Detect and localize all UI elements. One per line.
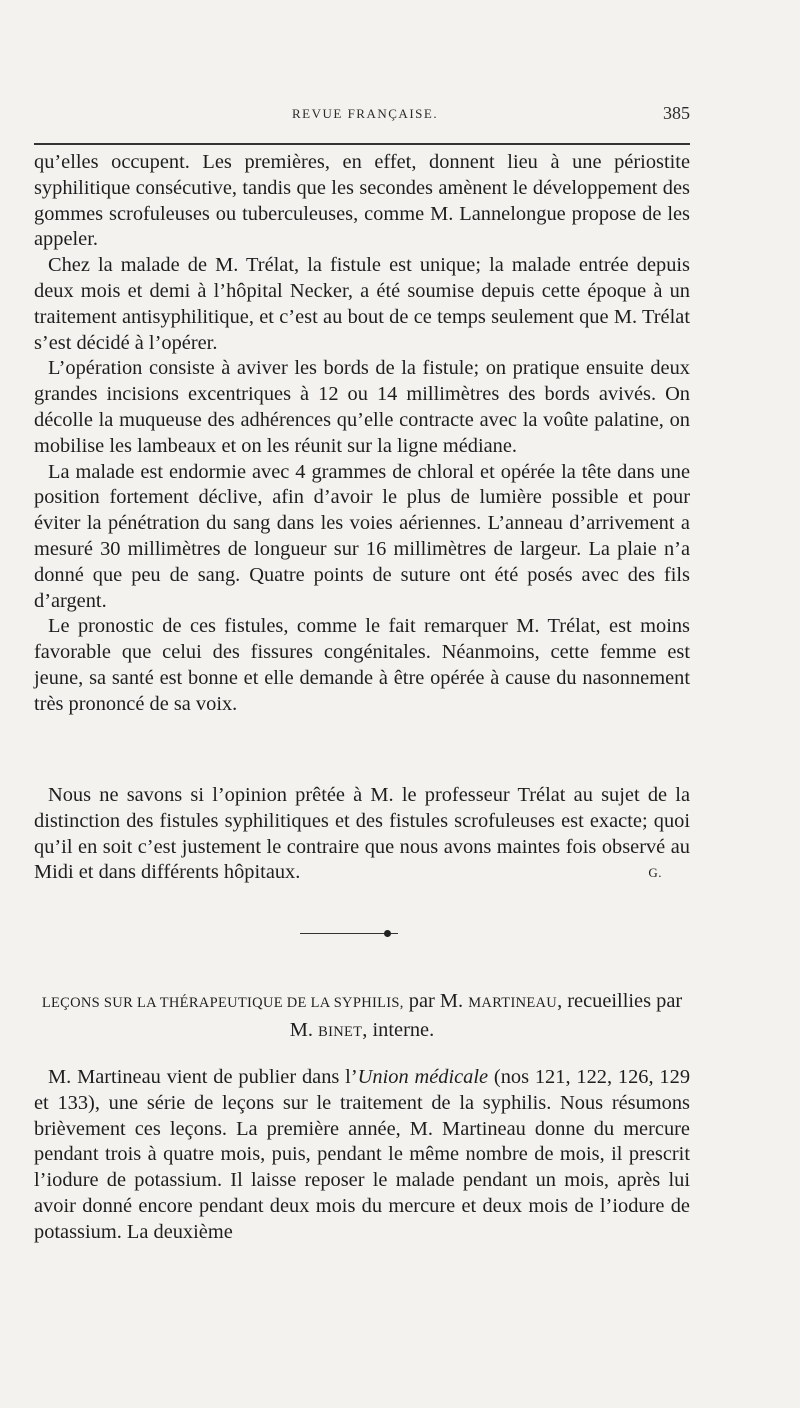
review-body [34, 1065, 690, 1246]
review-text-start: M. Martineau vient de publier dans l’ [48, 1066, 358, 1088]
title-lessons: LEÇONS SUR LA THÉRAPEUTIQUE DE LA SYPHILIS, [41, 995, 404, 1011]
paragraph-5: Le pronostic de ces fistules, comme le fait remarquer M. Trélat, est moins favorable que celui des fissures congénitales. Néanmoins, cette femme est jeune, sa santé est bonne et elle demande à être opérée à cause du nasonnement très prononcé de sa voix. [34, 615, 690, 715]
paragraph-4: La malade est endormie avec 4 grammes de chloral et opérée la tête dans une position fortement déclive, afin d’avoir le plus de lumière possible et pour éviter la pénétration du sang dans les voies aériennes. L’anneau d’arrivement a mesuré 30 millimètres de longueur sur 16 millimètres de largeur. La plaie n’a donné que peu de sang. Quatre points de suture ont été posés avec des fils d’argent. [34, 460, 690, 612]
review-paragraph [34, 1065, 690, 1246]
section-title [34, 988, 690, 1046]
divider-dot [384, 930, 391, 937]
paragraph-1: qu’elles occupent. Les premières, en effet, donnent lieu à une périostite syphilitique consécutive, tandis que les secondes amènent le développement des gommes scrofuleuses ou tuberculeuses, comme M. Lannelongue propose de les appeler. [34, 151, 690, 251]
header-rule [34, 143, 690, 145]
comment-paragraph [34, 783, 690, 886]
journal-name: Union médicale [357, 1066, 489, 1088]
review-text-rest: (nos 121, 122, 126, 129 et 133), une série de leçons sur le traitement de la syphilis. Nous résumons brièvement ces leçons. La première année, M. Martineau donne du mercure pendant trois à quatre mois, puis, pendant le même nombre de mois, il prescrit l’iodure de potassium. Il laisse reposer le malade pendant un mois, après lui avoir donné encore pendant deux mois du mercure et deux mois de l’iodure de potassium. La deuxième [34, 1066, 691, 1243]
article-body [34, 150, 690, 718]
title-by: par M. [403, 990, 469, 1012]
page-number: 385 [663, 103, 690, 123]
paragraph-2: Chez la malade de M. Trélat, la fistule est unique; la malade entrée depuis deux mois et demi à l’hôpital Necker, a été soumise depuis cette époque à un traitement antisyphilitique, et c’est au bout de ce temps seulement que M. Trélat s’est décidé à l’opérer. [34, 254, 690, 354]
title-collector: BINET [318, 1024, 363, 1040]
editorial-comment [34, 783, 690, 886]
section-divider [300, 929, 398, 939]
signature: G. [648, 865, 662, 881]
running-title: REVUE FRANÇAISE. [292, 106, 439, 121]
title-collected: , recueillies par M. [289, 990, 683, 1041]
title-author: MARTINEAU [468, 995, 558, 1011]
page-header [34, 103, 690, 125]
comment-text: Nous ne savons si l’opinion prêtée à M. le professeur Trélat au sujet de la distinction des fistules syphilitiques et des fistules scrofuleuses est exacte; quoi qu’il en soit c’est justement le contraire que nous avons maintes fois observé au Midi et dans différents hôpitaux. [34, 784, 690, 884]
paragraph-3: L’opération consiste à aviver les bords de la fistule; on pratique ensuite deux grandes incisions excentriques à 12 ou 14 millimètres des bords avivés. On décolle la muqueuse des adhérences qu’elle contracte avec la voûte palatine, on mobilise les lambeaux et on les réunit sur la ligne médiane. [34, 357, 690, 457]
title-end: , interne. [362, 1019, 435, 1041]
